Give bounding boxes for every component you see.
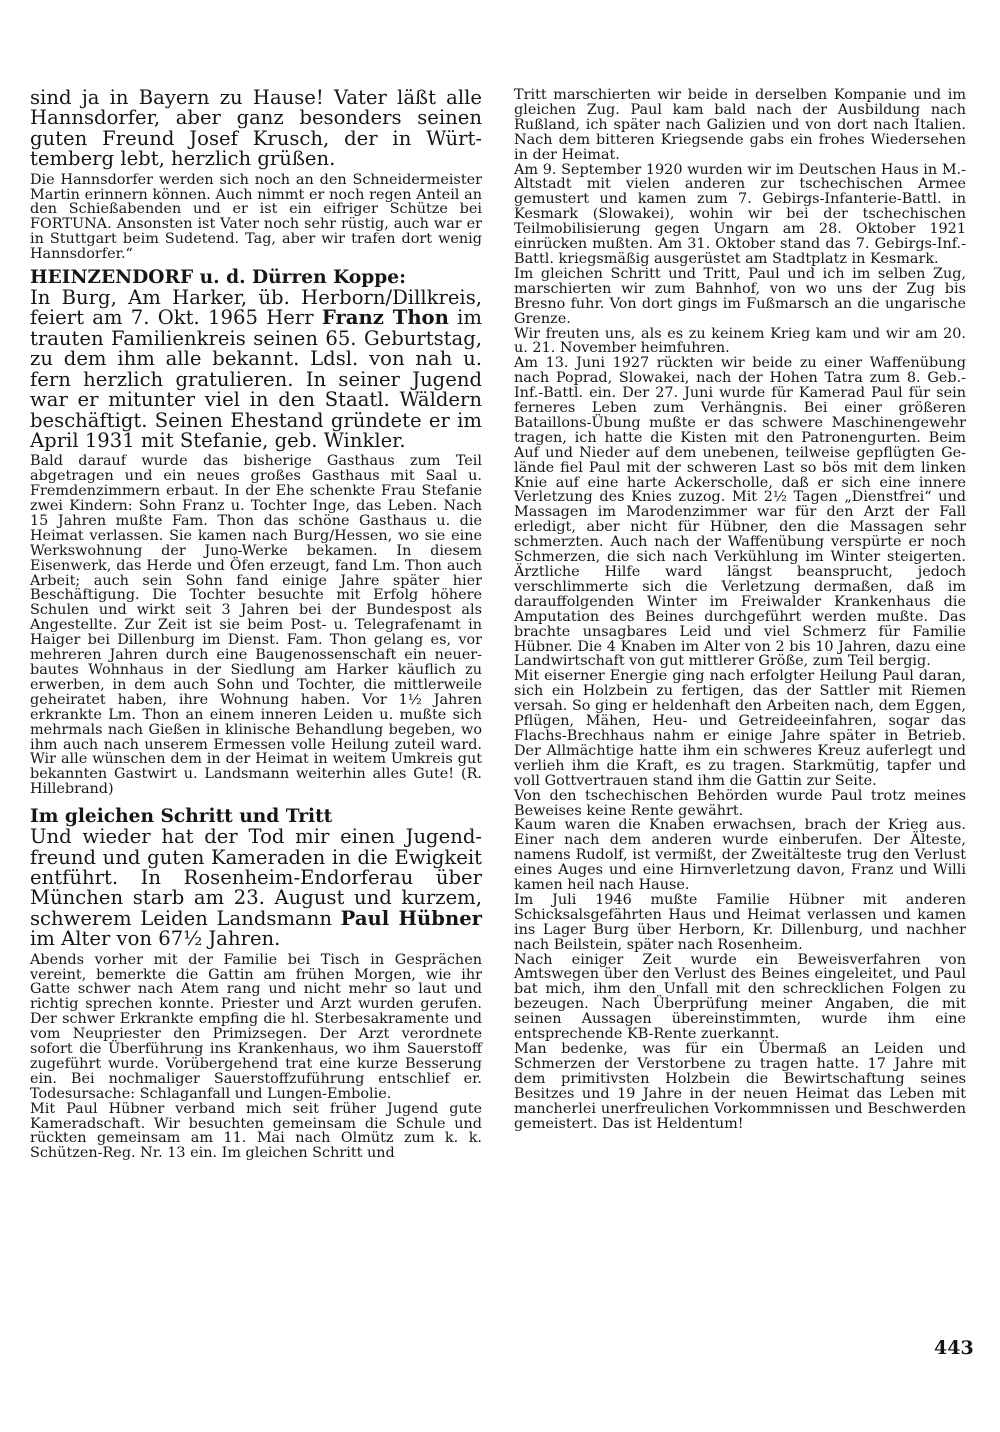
body-paragraph: Bald darauf wurde das bisherige Gasthaus zum Teil abgetragen und ein neues großes Gasthaus mit Saal u. Fremdenzimmern erbaut. In der Ehe schenkte Frau Stefanie zwei Kindern: Sohn Franz u. Tochter Inge, das Leben. Nach 15 Jahren mußte Fam. Thon das schöne Gasthaus u. die Heimat verlassen. Sie kamen nach Burg/Hessen, wo sie eine Werkswohnung der Juno-Werke bekamen. In diesem Eisenwerk, das Herde und Öfen erzeugt, fand Lm. Thon auch Arbeit; auch sein Sohn fand einige Jahre später hier Beschäftigung. Die Tochter besuchte mit Erfolg höhere Schulen und wirkt seit 3 Jahren bei der Bundespost als Angestellte. Zur Zeit ist sie beim Post- u. Telegrafenamt in Haiger bei Dillenburg im Dienst. Fam. Thon gelang es, vor mehreren Jahren durch eine Baugenossenschaft ein neuerbautes Wohnhaus in der Siedlung am Harker käuflich zu erwerben, in dem auch Sohn und Tochter, die mittlerweile geheiratet haben, ihre Wohnung haben. Vor 1½ Jahren erkrankte Lm. Thon an einem inneren Leiden u. mußte sich mehrmals nach Gießen in klinische Behandlung begeben, wo ihm auch nach unserem Ermessen volle Heilung zuteil ward. Wir alle wünschen dem in der Heimat in weitem Umkreis gut bekannten Gastwirt u. Landsmann weiterhin alles Gute! (R. Hillebrand) — [30, 453, 482, 798]
left-column — [30, 88, 482, 1161]
body-paragraph: Tritt marschierten wir beide in derselben Kompanie und im gleichen Zug. Paul kam bald nach der Ausbildung nach Rußland, ich später nach Galizien und von dort nach Italien. Nach dem bitteren Kriegsende gabs ein frohes Wiedersehen in der Heimat. — [514, 87, 966, 163]
body-paragraph: Man bedenke, was für ein Übermaß an Leiden und Schmerzen der Verstorbene zu tragen hatte. 17 Jahre mit dem primitivsten Holzbein die Bewirtschaftung seines Besitzes und 19 Jahre in der neuen Heimat das Leben mit mancherlei unerfreulichen Vorkommnissen und Beschwerden gemeistert. Das ist Heldentum! — [514, 1041, 966, 1132]
body-paragraph: sind ja in Bayern zu Hause! Vater läßt alle Hannsdorfer, aber ganz besonders seinen guten Freund Josef Krusch, der in Württemberg lebt, herzlich grüßen. — [30, 86, 482, 171]
lead-text: im Alter von 67½ Jahren. — [30, 927, 281, 951]
lead-paragraph — [30, 288, 482, 451]
lead-text: im trauten Familienkreis seinen 65. Geburtstag, zu dem ihm alle bekannt. Ldsl. von nah u. fern herzlich gratulieren. In seiner Jugend war er mitunter viel in den Staatl. Wäldern beschäftigt. Seinen Ehestand gründete er im April 1931 mit Stefanie, geb. Winkler. — [30, 306, 483, 452]
lead-paragraph — [30, 827, 482, 949]
body-paragraph: Wir freuten uns, als es zu keinem Krieg kam und wir am 20. u. 21. November heimfuhren. — [514, 325, 966, 357]
body-paragraph: Am 9. September 1920 wurden wir im Deutschen Haus in M.-Altstadt mit vielen anderen zur tschechischen Armee gemustert und kamen zum 7. Gebirgs-Infanterie-Battl. in Kesmark (Slowakei), wohin wir bei der tschechischen Teilmobilisierung gegen Ungarn am 28. Oktober 1921 einrücken mußten. Am 31. Oktober stand das 7. Gebirgs-Inf.-Battl. kriegsmäßig ausgerüstet am Stadtplatz in Kesmark. — [514, 161, 966, 267]
body-paragraph: Nach einiger Zeit wurde ein Beweisverfahren von Amtswegen über den Verlust des Beines eingeleitet, und Paul bat mich, ihm den Unfall mit den schrecklichen Folgen zu bezeugen. Nach Überprüfung meiner Angaben, die mit seinen Aussagen übereinstimmten, wurde ihm eine entsprechende KB-Rente zuerkannt. — [514, 951, 966, 1043]
lead-text: In Burg, Am Harker, üb. Herborn/Dillkreis, feiert am 7. Okt. 1965 Herr — [30, 286, 482, 330]
body-paragraph: Von den tschechischen Behörden wurde Paul trotz meines Beweises keine Rente gewährt. — [514, 787, 966, 819]
section-heading-heinzendorf: HEINZENDORF u. d. Dürren Koppe: — [30, 267, 406, 289]
body-paragraph: Mit eiserner Energie ging nach erfolgter Heilung Paul daran, sich ein Holzbein zu fertigen, das der Sattler mit Riemen versah. So ging er heldenhaft den Arbeiten nach, dem Eggen, Pflügen, Mähen, Heu- und Getreideeinfahren, sogar das Flachs-Brechhaus nahm er einige Jahre später in Betrieb. Der Allmächtige hatte ihm ein schweres Kreuz auferlegt und verlieh ihm die Kraft, es zu tragen. Starkmütig, tapfer und voll Gottvertrauen stand ihm die Gattin zur Seite. — [514, 668, 966, 789]
section-heading-im-gleichen-schritt: Im gleichen Schritt und Tritt — [30, 806, 333, 828]
page-number: 443 — [934, 1337, 974, 1359]
person-name: Paul Hübner — [340, 906, 482, 930]
body-paragraph: Am 13. Juni 1927 rückten wir beide zu einer Waffenübung nach Poprad, Slowakei, nach der Hohen Tatra zum 8. Geb.-Inf.-Battl. ein. Der 27. Juni wurde für Kamerad Paul für sein ferneres Leben zum Verhängnis. Bei einer größeren Bataillons-Übung mußte er das schwere Maschinengewehr tragen, ich hatte die Kisten mit den Patronengurten. Beim Auf und Nieder auf dem unebenen, teilweise gepflügten Gelände fiel Paul mit der schweren Last so bös mit dem linken Knie auf eine harte Ackerscholle, daß er sich eine innere Verletzung des Knies zuzog. Mit 2½ Tagen „Dienstfrei“ und Massagen im Marodenzimmer war für den Arzt der Fall erledigt, aber nicht für Hübner, den die Massagen sehr schmerzten. Auch nach der Waffenübung verspürte er noch Schmerzen, die sich nach Verkühlung im Winter steigerten. Ärztliche Hilfe ward längst beansprucht, jedoch verschlimmerte sich die Verletzung dermaßen, daß im darauffolgenden Winter im Freiwalder Krankenhaus die Amputation des Beines durchgeführt werden mußte. Das brachte unsagbares Leid und viel Schmerz für Familie Hübner. Die 4 Knaben im Alter von 2 bis 10 Jahren, dazu eine Landwirtschaft von gut mittlerer Größe, zum Teil bergig. — [514, 355, 966, 670]
body-paragraph: Abends vorher mit der Familie bei Tisch in Gesprächen vereint, bemerkte die Gattin am frühen Morgen, wie ihr Gatte schwer nach Atem rang und nicht mehr so laut und richtig sprechen konnte. Priester und Arzt wurden gerufen. Der schwer Erkrankte empfing die hl. Sterbesakramente und vom Neupriester den Primizsegen. Der Arzt verordnete sofort die Überführung ins Krankenhaus, wo ihm Sauerstoff zugeführt wurde. Vorübergehend trat eine kurze Besserung ein. Bei nochmaliger Sauerstoffzuführung entschlief er. Todesursache: Schlaganfall und Lungen-Embolie. — [30, 951, 482, 1102]
right-column — [514, 88, 966, 1131]
body-paragraph: Im gleichen Schritt und Tritt, Paul und ich im selben Zug, marschierten wir zum Bahnhof, von wo uns der Zug bis Bresno fuhr. Von dort gings im Fußmarsch an die ungarische Grenze. — [514, 265, 966, 327]
person-name: Franz Thon — [321, 306, 449, 330]
body-paragraph: Kaum waren die Knaben erwachsen, brach der Krieg aus. Einer nach dem anderen wurde einberufen. Der Älteste, namens Rudolf, ist vermißt, der Zweitälteste trug den Verlust eines Auges und eine Hirnverletzung davon, Franz und Willi kamen heil nach Hause. — [514, 817, 966, 894]
body-paragraph: Im Juli 1946 mußte Familie Hübner mit anderen Schicksalsgefährten Haus und Heimat verlassen und kamen ins Lager Burg über Herborn, Kr. Dillenburg, und nachher nach Beilstein, später nach Rosenheim. — [514, 891, 966, 953]
lead-text: Und wieder hat der Tod mir einen Jugendfreund und guten Kameraden in die Ewigkeit entführt. In Rosenheim-Endorferau über München starb am 23. August und kurzem, schwerem Leiden Landsmann — [30, 825, 482, 930]
body-paragraph: Die Hannsdorfer werden sich noch an den Schneidermeister Martin erinnern können. Auch nimmt er noch regen Anteil an den Schießabenden und er ist ein eifriger Schütze bei FORTUNA. Ansonsten ist Vater noch sehr rüstig, auch war er in Stuttgart beim Sudetend. Tag, aber wir trafen dort wenig Hannsdorfer.“ — [30, 171, 482, 263]
body-paragraph: Mit Paul Hübner verband mich seit früher Jugend gute Kameradschaft. Wir besuchten gemeinsam die Schule und rückten gemeinsam am 11. Mai nach Olmütz zum k. k. Schützen-Reg. Nr. 13 ein. Im gleichen Schritt und — [30, 1100, 482, 1162]
